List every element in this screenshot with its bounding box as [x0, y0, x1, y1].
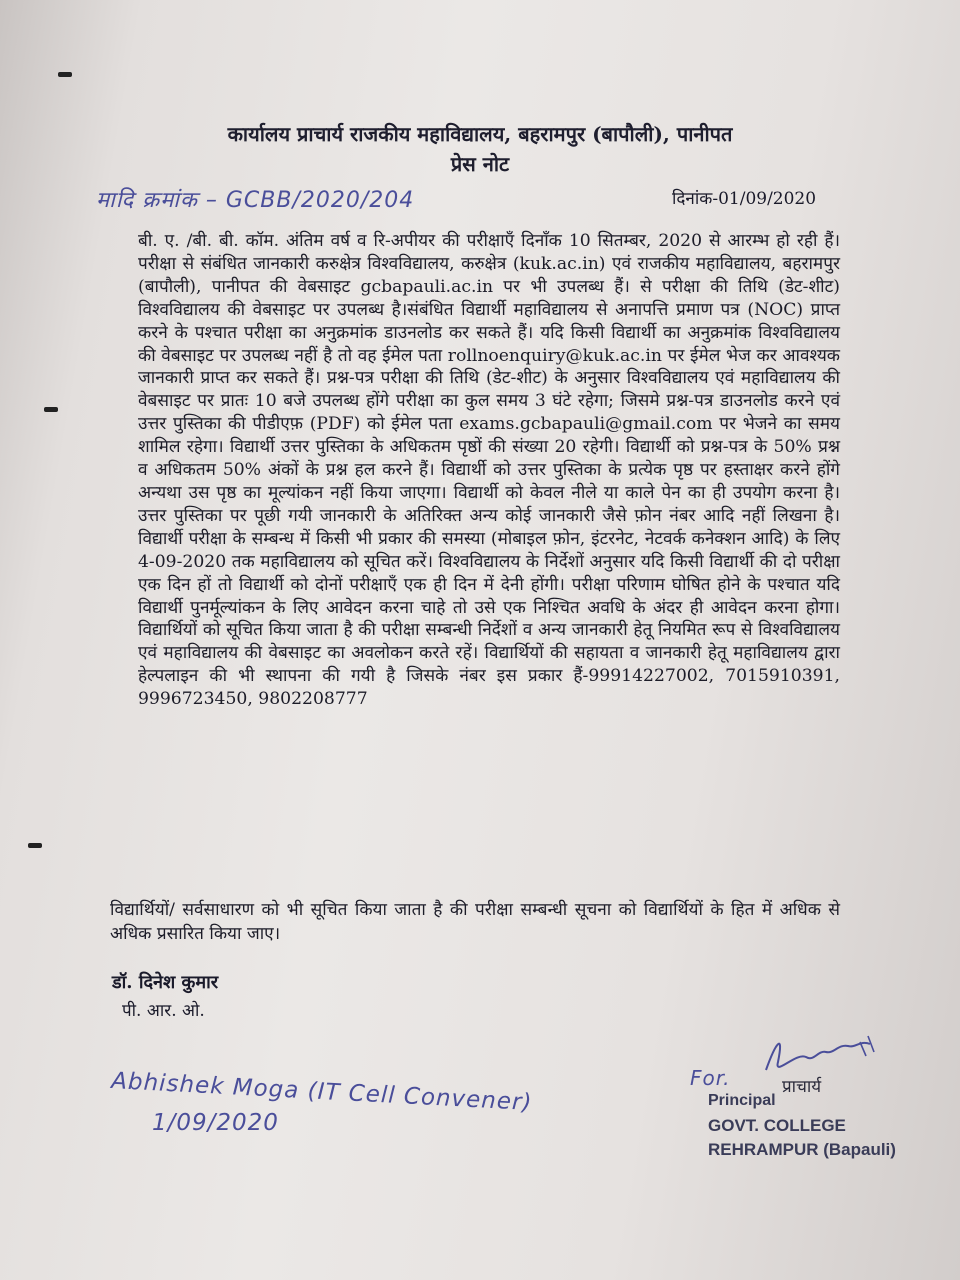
hole-punch-mark [44, 407, 58, 412]
signatory-name: डॉ. दिनेश कुमार [112, 972, 219, 993]
stamp-principal: Principal [708, 1092, 776, 1109]
hole-punch-mark [28, 843, 42, 848]
office-title: कार्यालय प्राचार्य राजकीय महाविद्यालय, बहरामपुर (बापौली), पानीपत [227, 122, 733, 146]
stamp-college-name: GOVT. COLLEGE [708, 1116, 846, 1135]
date-value: 01/09/2020 [718, 189, 817, 209]
reference-number: मादि क्रमांक – GCBB/2020/204 [96, 188, 415, 213]
signatory-title: पी. आर. ओ. [122, 1001, 205, 1021]
date-line [672, 186, 816, 209]
press-note-body: बी. ए. /बी. बी. कॉम. अंतिम वर्ष व रि-अपीयर की परीक्षाएँ दिनाँक 10 सितम्बर, 2020 से आरम्भ हो रही हैं। परीक्षा से संबंधित जानकारी करुक्षेत्र विश्वविद्यालय, करुक्षेत्र (kuk.ac.in) एवं राजकीय महाविद्यालय, बहरामपुर (बापौली), पानीपत की वेबसाइट gcbapauli.ac.in पर भी उपलब्ध हैं। से परीक्षा की तिथि (डेट-शीट) विश्वविद्यालय की वेबसाइट पर उपलब्ध है।संबंधित विद्यार्थी महाविद्यालय से अनापत्ति प्रमाण पत्र (NOC) प्राप्त करने के पश्चात परीक्षा का अनुक्रमांक डाउनलोड कर सकते हैं। यदि किसी विद्यार्थी का अनुक्रमांक विश्वविद्यालय की वेबसाइट पर उपलब्ध नहीं है तो वह ईमेल पता rollnoenquiry@kuk.ac.in पर ईमेल भेज कर आवश्यक जानकारी प्राप्त कर सकते हैं। प्रश्न-पत्र परीक्षा की तिथि (डेट-शीट) के अनुसार विश्वविद्यालय एवं महाविद्यालय की वेबसाइट पर प्रातः 10 बजे उपलब्ध होंगे परीक्षा का कुल समय 3 घंटे रहेगा; जिसमे प्रश्न-पत्र डाउनलोड करने एवं उत्तर पुस्तिका की पीडीएफ़ (PDF) को ईमेल पता exams.gcbapauli@gmail.com पर भेजने का समय शामिल रहेगा। विद्यार्थी उत्तर पुस्तिका के अधिकतम पृष्ठों की संख्या 20 रहेगी। विद्यार्थी को प्रश्न-पत्र के 50% प्रश्न व अधिकतम 50% अंकों के प्रश्न हल करने हैं। विद्यार्थी को उत्तर पुस्तिका के प्रत्येक पृष्ठ पर हस्ताक्षर करने होंगे अन्यथा उस पृष्ठ का मूल्यांकन नहीं किया जाएगा। विद्यार्थी को केवल नीले या काले पेन का ही उपयोग करना है। उत्तर पुस्तिका पर पूछी गयी जानकारी के अतिरिक्त अन्य कोई जानकारी जैसे फ़ोन नंबर आदि नहीं लिखना है। विद्यार्थी परीक्षा के सम्बन्ध में किसी भी प्रकार की समस्या (मोबाइल फ़ोन, इंटरनेट, नेटवर्क कनेक्शन आदि) के लिए 4-09-2020 तक महाविद्यालय को सूचित करें। विश्वविद्यालय के निर्देशों अनुसार यदि किसी विद्यार्थी की दो परीक्षा एक दिन हों तो विद्यार्थी को दोनों परीक्षाएँ एक ही दिन में देनी होंगी। परीक्षा परिणाम घोषित होने के पश्चात यदि विद्यार्थी पुनर्मूल्यांकन के लिए आवेदन करना चाहे तो उसे एक निश्चित अवधि के अंदर ही आवेदन करना होगा। विद्यार्थियों को सूचित किया जाता है की परीक्षा सम्बन्धी निर्देशों व अन्य जानकारी हेतू नियमित रूप से विश्वविद्यालय एवं महाविद्यालय की वेबसाइट का अवलोकन करते रहें। विद्यार्थियों की सहायता व जानकारी हेतू महाविद्यालय द्वारा हेल्पलाइन की भी स्थापना की गयी है जिसके नंबर इस प्रकार हैं-99914227002, 7015910391, 9996723450, 9802208777 [138, 231, 840, 710]
handwritten-convener-note: Abhishek Moga (IT Cell Convener) [110, 1068, 534, 1117]
stamp-for-text: For. [690, 1066, 731, 1090]
hole-punch-mark [58, 72, 72, 77]
handwritten-date: 1/09/2020 [152, 1110, 279, 1136]
stamp-hindi-title: प्राचार्य [782, 1077, 822, 1097]
stamp-college-location: REHRAMPUR (Bapauli) [708, 1140, 896, 1159]
press-note-subtitle: प्रेस नोट [450, 152, 510, 176]
date-label: दिनांक- [672, 189, 719, 209]
principal-signature-scribble [756, 1022, 886, 1082]
closing-paragraph: विद्यार्थियों/ सर्वसाधारण को भी सूचित किया जाता है की परीक्षा सम्बन्धी सूचना को विद्यार्थियों के हित में अधिक से अधिक प्रसारित किया जाए। [110, 900, 840, 944]
